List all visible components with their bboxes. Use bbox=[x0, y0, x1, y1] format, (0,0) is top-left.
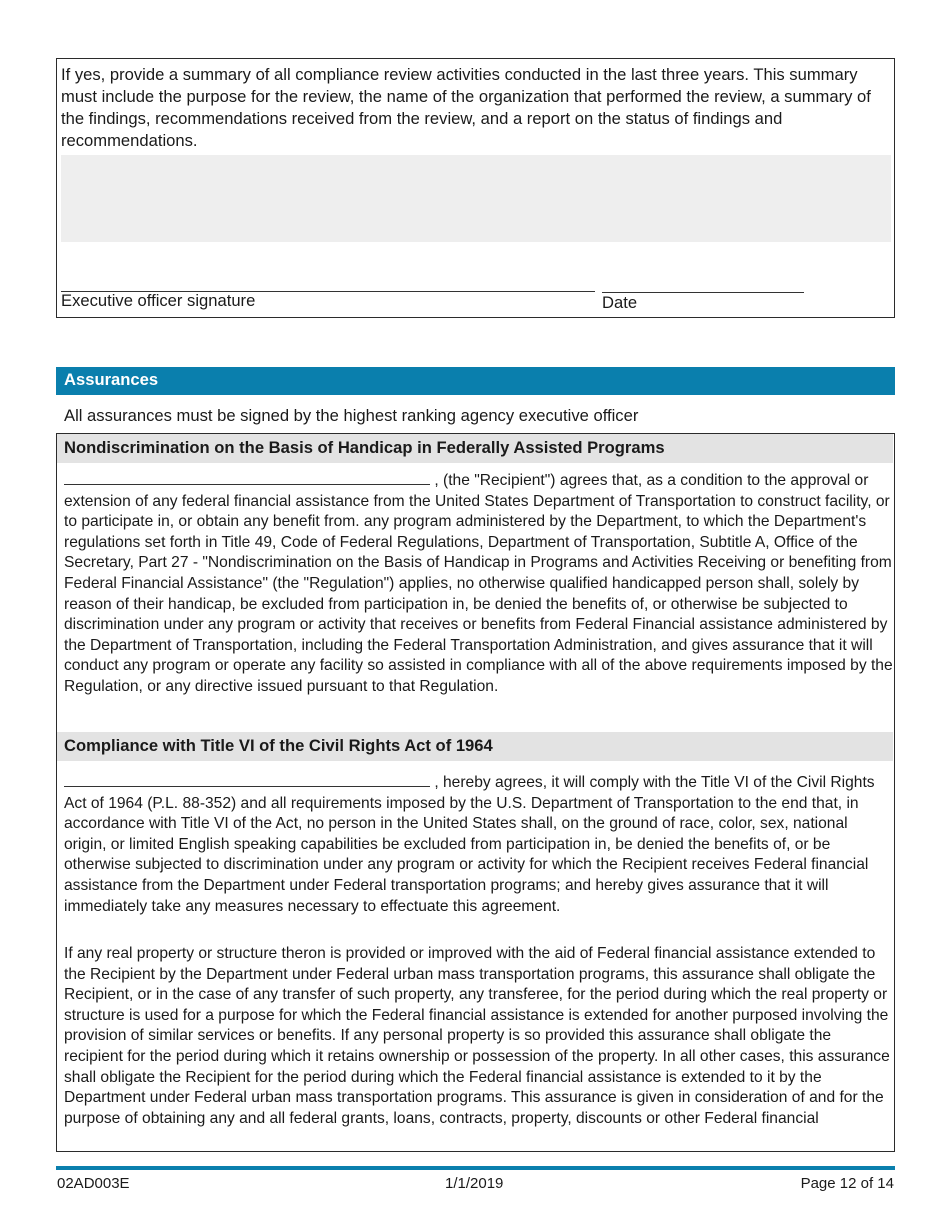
handicap-paragraph bbox=[64, 470, 894, 698]
compliance-review-box bbox=[56, 58, 895, 318]
executive-signature-label: Executive officer signature bbox=[61, 291, 256, 310]
title-vi-text-1: , hereby agrees, it will comply with the Title VI of the Civil Rights Act of 1964 (P.L. 88-352) and all requirements imposed by the U.S. Department of Transportation to the end that, in accordance with Title VI of the Act, no person in the United States shall, on the ground of race, color, sex, national origin, or limited English speaking capabilities be excluded from participation in, be denied the benefits of, or be otherwise subjected to discrimination under any program or activity for which the Recipient receives Federal financial assistance from the Department under Federal transportation programs; and hereby gives assurance that it will immediately take any measures necessary to effectuate this agreement. bbox=[64, 774, 875, 915]
footer-date: 1/1/2019 bbox=[445, 1175, 504, 1192]
footer-form-id: 02AD003E bbox=[57, 1175, 130, 1192]
assurances-intro: All assurances must be signed by the highest ranking agency executive officer bbox=[64, 406, 639, 425]
assurances-box bbox=[56, 433, 895, 1152]
assurances-header: Assurances bbox=[56, 367, 895, 395]
footer-page-number: Page 12 of 14 bbox=[800, 1175, 894, 1192]
compliance-summary-field[interactable] bbox=[61, 155, 891, 242]
handicap-text: , (the "Recipient") agrees that, as a condition to the approval or extension of any federal financial assistance from the United States Department of Transportation to construct facility, or to participate in, or obtain any benefit from. any program administered by the Department, to which the Department's regulations set forth in Title 49, Code of Federal Regulations, Department of Transportation, Subtitle A, Office of the Secretary, Part 27 - "Nondiscrimination on the Basis of Handicap in Programs and Activities Receiving or benefiting from Federal Financial Assistance" (the "Regulation") applies, no otherwise qualified handicapped person shall, solely by reason of their handicap, be excluded from participation in, be denied the benefits of, or otherwise be subjected to discrimination under any program or activity that receives or benefits from Federal Financial assistance administered by the Department of Transportation, including the Federal Transportation Administration, and gives assurance that it will conduct any program or operate any facility so assisted in compliance with all of the above requirements imposed by the Regulation, or any directive issued pursuant to that Regulation. bbox=[64, 472, 893, 695]
title-vi-section-title: Compliance with Title VI of the Civil Rights Act of 1964 bbox=[57, 732, 893, 761]
recipient-name-blank[interactable] bbox=[64, 470, 430, 485]
compliance-prompt: If yes, provide a summary of all compliance review activities conducted in the last three years. This summary must include the purpose for the review, the name of the organization that performed the review, a summary of the findings, recommendations received from the review, and a report on the status of findings and recommendations. bbox=[61, 65, 871, 150]
date-label: Date bbox=[602, 293, 638, 312]
title-vi-paragraph-2: If any real property or structure theron is provided or improved with the aid of Federal financial assistance extended to the Recipient by the Department under Federal urban mass transportation programs, this assurance shall obligate the Recipient, or in the case of any transfer of such property, any transferee, for the period during which the real property or structure is used for a purpose for which the Federal financial assistance is extended for another purposed involving the provision of similar services or benefits. If any personal property is so provided this assurance shall obligate the recipient for the period during which it retains ownership or possession of the property. In all other cases, this assurance shall obligate the Recipient for the period during which the Federal financial assistance is extended to it by the Department under Federal urban mass transportation programs. This assurance is given in consideration of and for the purpose of obtaining any and all federal grants, loans, contracts, property, discounts or other Federal financial bbox=[64, 945, 890, 1127]
handicap-section-title: Nondiscrimination on the Basis of Handicap in Federally Assisted Programs bbox=[57, 434, 893, 463]
title-vi-paragraph-1 bbox=[64, 772, 894, 917]
title-vi-recipient-blank[interactable] bbox=[64, 772, 430, 787]
footer-rule bbox=[56, 1166, 895, 1170]
